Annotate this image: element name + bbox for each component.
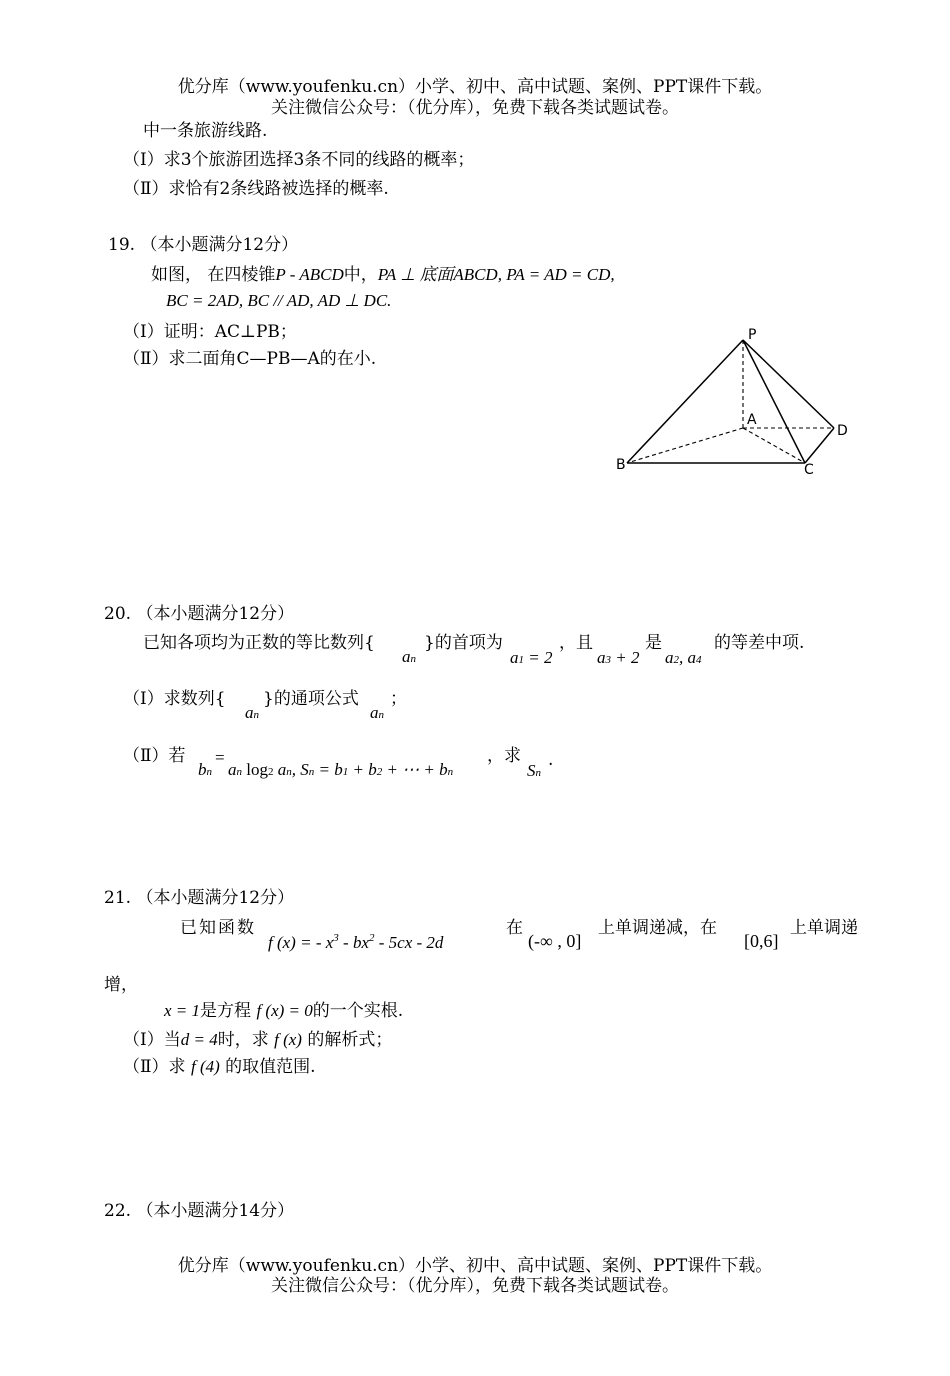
q19-condition-1: PA ⊥ 底面ABCD, PA = AD = CD, [377,265,615,284]
q20-an: an [402,647,416,666]
footer-line-1: 优分库（www.youfenku.cn）小学、初中、高中试题、案例、PPT课件下载。 [177,1256,773,1276]
q19-intro-text: 如图， 在四棱锥 [151,265,276,285]
q20-part-2-period: . [548,750,554,770]
q22-header: 22. （本小题满分14分） [104,1201,295,1221]
q19-part-2: （Ⅱ）求二面角C—PB—A的在小. [123,349,377,369]
header-line-1: 优分库（www.youfenku.cn）小学、初中、高中试题、案例、PPT课件下载。 [177,77,773,97]
q21-root-line: x = 1是方程 f (x) = 0的一个实根. [164,1001,404,1021]
q19-pyramid: P - ABCD [275,265,344,284]
q21-increasing-2: 增， [104,975,138,995]
q20-part-2-eq: = [215,748,225,767]
q20-part-1-c: ； [390,689,407,709]
q21-interval-1: (-∞ , 0] [528,931,582,951]
q21-stem-a: 已知函数 [180,918,256,938]
q21-part-1: （Ⅰ）当d = 4时，求 f (x) 的解析式； [123,1030,393,1050]
header-line-2: 关注微信公众号：（优分库），免费下载各类试题试卷。 [271,98,679,118]
edge-PB [627,340,743,463]
label-C: C [804,462,814,478]
q20-header: 20. （本小题满分12分） [104,604,295,624]
edge-PC [743,340,805,463]
q19-intro [151,266,615,284]
q20-part-2-formula: an log2 an, Sn = b1 + b2 + ⋯ + bn [228,760,454,779]
q21-zai: 在 [506,918,523,938]
q21-header: 21. （本小题满分12分） [104,888,295,908]
q20-part-1-an-2: an [370,703,384,722]
q20-stem-b: }的首项为 [424,633,503,653]
q20-a3-plus-2: a3 + 2 [597,648,640,667]
q19-header: 19. （本小题满分12分） [108,235,299,255]
q18-part-2: （Ⅱ）求恰有2条线路被选择的概率. [123,179,389,199]
q19-condition-2: BC = 2AD, BC // AD, AD ⊥ DC. [166,291,392,310]
q19-part-1: （Ⅰ）证明：AC⊥PB； [123,322,297,342]
q20-stem-d: 是 [645,633,662,653]
q21-increasing: 上单调递 [790,918,858,938]
q20-a2-a4: a2, a4 [665,648,702,667]
q21-decreasing: 上单调递减，在 [598,918,717,938]
q21-function: f (x) = - $x^3 - bx^2 - 5cx - 2d$ [268,932,444,952]
edge-PD [743,340,834,428]
q21-interval-2: [0,6] [744,931,779,951]
label-D: D [837,423,848,439]
label-P: P [748,327,757,343]
q20-part-2-bn: bn [198,760,212,779]
footer-line-2: 关注微信公众号：（优分库），免费下载各类试题试卷。 [271,1276,679,1296]
label-B: B [616,457,626,473]
label-A: A [747,412,757,428]
q18-part-1: （Ⅰ）求3个旅游团选择3条不同的线路的概率； [123,150,475,170]
q20-part-2-a: （Ⅱ）若 [123,746,186,766]
q20-part-2-sn: Sn [527,761,541,780]
q20-part-1-a: （Ⅰ）求数列{ [123,689,226,709]
q19-intro-mid: 中， [343,265,378,285]
q20-part-1-an: an [245,703,259,722]
q20-stem-a: 已知各项均为正数的等比数列{ [143,633,375,653]
q20-part-1-b: }的通项公式 [263,689,359,709]
pyramid-figure [610,322,870,482]
q20-stem-e: 的等差中项. [714,633,805,653]
q20-part-2-b: ，求 [487,746,521,766]
q21-part-2: （Ⅱ）求 f (4) 的取值范围. [123,1057,316,1077]
edge-CD [805,428,834,463]
q18-continuation: 中一条旅游线路. [143,121,268,141]
q20-a1-eq-2: a1 = 2 [510,648,553,667]
q20-stem-c: ，且 [559,633,593,653]
